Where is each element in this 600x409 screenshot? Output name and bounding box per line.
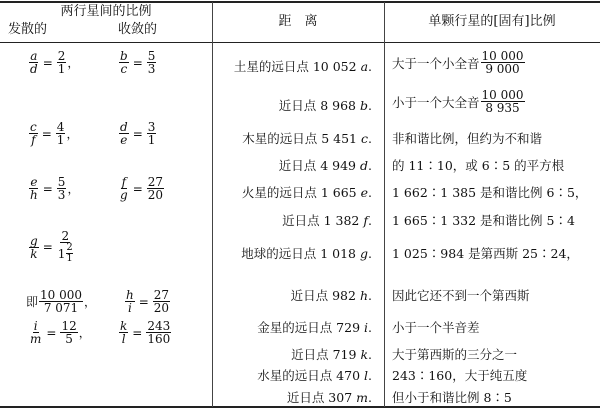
header-col2-title: 距 离 [278,14,318,29]
distance-mars-perihelion: 近日点 1 382 f. [282,213,372,228]
ratio-row-4-divergent: $\frac{g}{k}$ = 2 1 2 1 [30,229,73,264]
ratio-row-3-divergent: $\frac{e}{h}$ = $\frac{5}{3}$ ， [30,175,80,202]
distance-mercury-aphelion: 水星的远日点 470 l. [257,368,372,383]
distance-jupiter-aphelion: 木星的远日点 5 451 c. [242,131,372,146]
header-col3-title: 单颗行星的[固有]比例 [428,14,556,29]
ratio-row-6-divergent: $\frac{i}{m}$ = $\frac{12}{5}$ ， [30,319,91,346]
header-rule [0,42,600,43]
top-rule [0,1,600,3]
proper-ratio-6: 1 665∶1 332 是和谐比例 5∶4 [392,213,575,228]
proper-ratio-8: 因此它还不到一个第西斯 [392,288,530,303]
distance-venus-aphelion: 金星的远日点 729 i. [257,320,372,335]
proper-ratio-9: 小于一个半音差 [392,320,480,335]
proper-ratio-5: 1 662∶1 385 是和谐比例 6∶5， [392,185,588,200]
header-col1-convergent: 收敛的 [118,22,158,37]
proper-ratio-1: 大于一个小全音 $\frac{10 000}{9 000}$ [392,49,524,76]
proper-ratio-11: 243∶160，大于纯五度 [392,368,528,383]
ratio-row-1-convergent: $\frac{b}{c}$ = $\frac{5}{3}$ [120,49,156,76]
ratio-row-1-divergent: $\frac{a}{d}$ = $\frac{2}{1}$ ， [30,49,80,76]
ratio-row-2-divergent: $\frac{c}{f}$ = $\frac{4}{1}$ ， [30,120,79,147]
column-divider-2 [384,2,385,407]
ratio-row-6-convergent: $\frac{k}{l}$ = $\frac{243}{160}$ [120,319,171,346]
distance-earth-aphelion: 地球的远日点 1 018 g. [241,246,372,261]
distance-earth-perihelion: 近日点 982 h. [290,288,372,303]
proper-ratio-7: 1 025∶984 是第西斯 25∶24， [392,246,579,261]
distance-mercury-perihelion: 近日点 307 m. [286,390,372,405]
ratio-row-5-divergent: 即 $\frac{10 000}{7 071}$ ， [26,288,97,315]
proper-ratio-4: 的 11∶10，或 6∶5 的平方根 [392,158,565,173]
distance-mars-aphelion: 火星的远日点 1 665 e. [241,185,372,200]
proper-ratio-12: 但小于和谐比例 8∶5 [392,390,512,405]
distance-jupiter-perihelion: 近日点 4 949 d. [278,158,372,173]
header-col1-title: 两行星间的比例 [60,4,152,19]
ratio-row-5-convergent: $\frac{h}{i}$ = $\frac{27}{20}$ [126,288,170,315]
distance-venus-perihelion: 近日点 719 k. [291,347,372,362]
proper-ratio-2: 小于一个大全音 $\frac{10 000}{8 935}$ [392,88,524,115]
bottom-rule [0,406,600,408]
distance-saturn-aphelion: 土星的远日点 10 052 a. [233,59,372,74]
proper-ratio-3: 非和谐比例，但约为不和谐 [392,131,543,146]
distance-saturn-perihelion: 近日点 8 968 b. [278,98,372,113]
header-col1-divergent: 发散的 [8,22,48,37]
proper-ratio-10: 大于第西斯的三分之一 [392,347,518,362]
ratio-row-3-convergent: $\frac{f}{g}$ = $\frac{27}{20}$ [120,175,164,202]
column-divider-1 [212,2,213,407]
ratio-row-2-convergent: $\frac{d}{e}$ = $\frac{3}{1}$ [120,120,156,147]
